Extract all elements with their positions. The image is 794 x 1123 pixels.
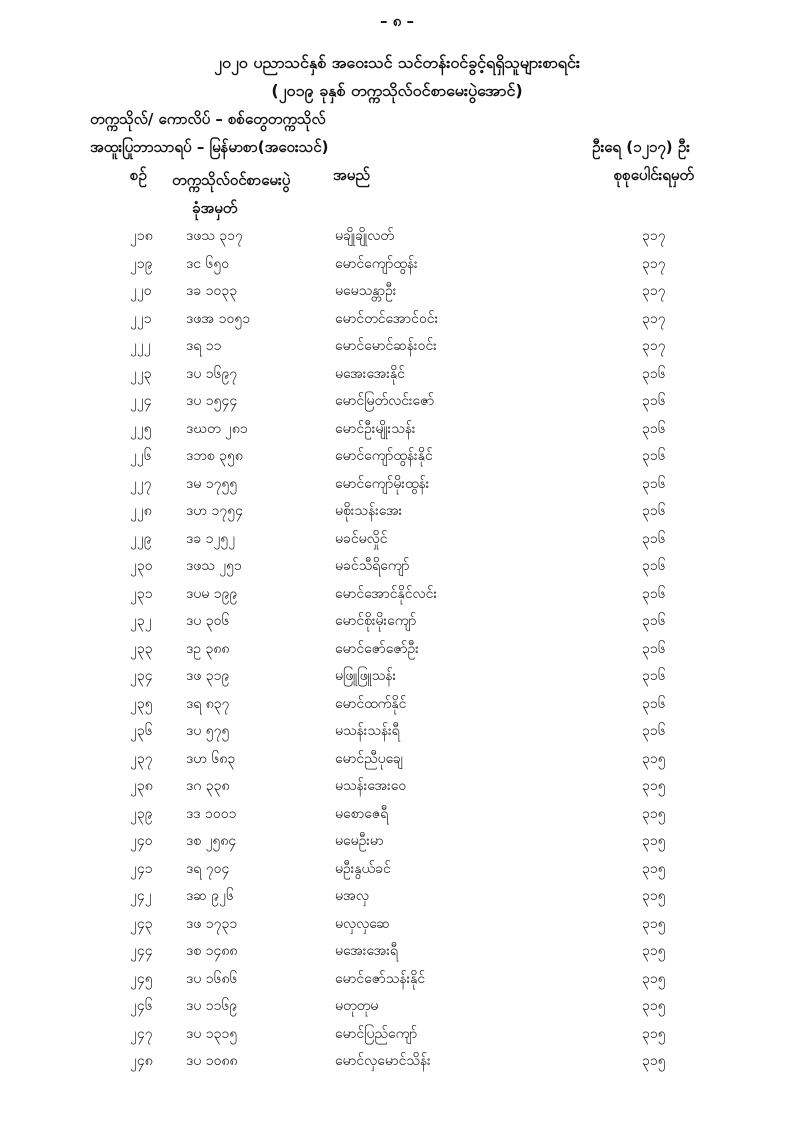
row-number: ၂၂၇: [130, 475, 152, 492]
table-row: [0, 250, 794, 278]
total-marks: ၃၁၆: [642, 448, 666, 464]
total-marks: ၃၁၆: [642, 695, 666, 712]
student-name: မသန်းသန်းရီ: [335, 723, 400, 739]
row-number: ၂၄၁: [130, 860, 153, 877]
table-row: [0, 855, 794, 883]
roll-number: ဒပမ ၁၉၉: [186, 585, 238, 602]
total-marks: ၃၁၅: [642, 915, 666, 932]
row-number: ၂၂၁: [130, 310, 152, 327]
roll-number: ဒရ ၈၃၇: [186, 695, 230, 712]
row-number: ၂၁၉: [130, 255, 153, 272]
student-name: မဦးနွယ်ခင်: [335, 860, 391, 877]
student-name: မောင်မောင်ဆန်းဝင်း: [335, 338, 437, 354]
total-marks: ၃၁၆: [642, 613, 666, 629]
row-number: ၂၃၃: [130, 640, 153, 657]
roll-number: ဒပ ၃၀၆: [186, 613, 230, 629]
total-marks: ၃၁၆: [642, 530, 666, 547]
total-marks: ၃၁၆: [642, 420, 666, 437]
roll-number: ဒဘစ ၃၅၈: [186, 448, 243, 464]
row-number: ၂၄၄: [130, 943, 153, 959]
roll-number: ဒရ ၁၁: [186, 338, 222, 354]
table-row: [0, 937, 794, 965]
student-name: မောင်ကျော်ထွန်းနိုင်: [335, 448, 433, 464]
student-name: မမေဦးမာ: [335, 833, 384, 849]
student-name: မောင်ကျော်မိုးထွန်း: [335, 475, 430, 492]
row-number: ၂၃၂: [130, 613, 152, 629]
table-row: [0, 635, 794, 663]
total-marks: ၃၁၇: [642, 283, 666, 299]
row-number: ၂၂၅: [130, 420, 152, 437]
row-number: ၂၁၈: [130, 228, 153, 244]
table-row: [0, 470, 794, 498]
row-number: ၂၂၀: [130, 283, 152, 299]
column-header-marks: စုစုပေါင်းရမှတ်: [613, 166, 694, 184]
total-marks: ၃၁၆: [642, 668, 666, 684]
total-marks: ၃၁၇: [642, 228, 666, 244]
column-header-roll-line2: ခုံအမှတ်: [192, 199, 238, 217]
table-row: [0, 305, 794, 333]
student-name: မအလှ: [335, 888, 369, 904]
student-name: မသန်းအေးဝေ: [335, 778, 407, 794]
document-subtitle: (၂၀၁၉ ခုနှစ် တက္ကသိုလ်ဝင်စာမေးပွဲအောင်): [271, 81, 523, 100]
total-marks: ၃၁၆: [642, 503, 666, 519]
roll-number: ဒဖ ၃၁၉: [186, 668, 230, 684]
total-marks: ၃၁၆: [642, 558, 666, 574]
table-row: [0, 497, 794, 525]
row-number: ၂၂၃: [130, 365, 152, 382]
row-number: ၂၃၀: [130, 558, 153, 574]
column-header-no: စဉ်: [130, 166, 147, 184]
table-row: [0, 332, 794, 360]
subject-line: အထူးပြုဘာသာရပ် – မြန်မာစာ(အဝေးသင်): [90, 138, 329, 156]
row-number: ၂၃၇: [130, 750, 153, 767]
total-marks: ၃၁၆: [642, 475, 666, 492]
total-marks: ၃၁၇: [642, 310, 666, 327]
student-name: မောင်ညီပုချေ: [335, 750, 403, 767]
total-marks: ၃၁၅: [642, 888, 666, 904]
roll-number: ဒဖအ ၁၀၅၁: [186, 310, 251, 327]
table-row: [0, 772, 794, 800]
row-number: ၂၄၃: [130, 915, 153, 932]
student-name: မအေးအေးနိုင်: [335, 365, 405, 382]
total-marks: ၃၁၅: [642, 998, 666, 1014]
roll-number: ဒခ ၁၂၅၂: [186, 530, 236, 547]
roll-number: ဒပ ၁၅၄၄: [186, 393, 238, 409]
roll-number: ဒဖသ ၃၁၇: [186, 228, 243, 244]
row-number: ၂၂၂: [130, 338, 151, 354]
roll-number: ဒပ ၁၀၈၈: [186, 1053, 238, 1069]
roll-number: ဒပ ၁၆၉၇: [186, 365, 238, 382]
table-row: [0, 827, 794, 855]
row-number: ၂၂၆: [130, 448, 152, 464]
table-row: [0, 415, 794, 443]
row-number: ၂၂၉: [130, 530, 152, 547]
total-marks: ၃၁၅: [642, 833, 666, 849]
roll-number: ဒဥ ၃၈၈: [186, 640, 230, 657]
roll-number: ဒစ ၂၅၈၄: [186, 833, 237, 849]
total-marks: ၃၁၆: [642, 585, 666, 602]
roll-number: ဒပ ၅၇၅: [186, 723, 230, 739]
student-name: မမေသန္တာဦး: [335, 283, 397, 299]
student-name: မောင်အောင်နိုင်လင်း: [335, 585, 437, 602]
roll-number: ဒဃတ ၂၈၁: [186, 420, 248, 437]
student-name: မောင်တင်အောင်ဝင်း: [335, 310, 439, 327]
student-name: မခင်မလှိုင်: [335, 530, 388, 547]
roll-number: ဒပ ၁၁၆၉: [186, 998, 238, 1014]
student-name: မချိုချိုလတ်: [335, 228, 394, 244]
table-row: [0, 965, 794, 993]
table-row: [0, 882, 794, 910]
roll-number: ဒစ ၁၄၈၈: [186, 943, 238, 959]
total-marks: ၃၁၇: [642, 338, 666, 354]
table-row: [0, 1047, 794, 1075]
roll-number: ဒမ ၁၇၅၅: [186, 475, 238, 492]
table-row: [0, 222, 794, 250]
table-row: [0, 552, 794, 580]
student-name: မဖြူဖြူသန်း: [335, 668, 397, 684]
roll-number: ဒင ၆၅၀: [186, 255, 230, 272]
total-marks: ၃၁၅: [642, 860, 666, 877]
table-row: [0, 992, 794, 1020]
student-name: မောင်ပြည်ကျော်: [335, 1025, 418, 1042]
total-marks: ၃၁၅: [642, 943, 666, 959]
student-name: မလှလှဆေ: [335, 915, 390, 932]
results-list: [0, 222, 794, 1075]
total-marks: ၃၁၇: [642, 255, 666, 272]
roll-number: ဒဖသ ၂၅၁: [186, 558, 242, 574]
total-count-label: ဦးရေ (၁၂၁၇) ဦး: [592, 138, 690, 156]
table-row: [0, 910, 794, 938]
row-number: ၂၄၈: [130, 1053, 153, 1069]
table-row: [0, 690, 794, 718]
table-row: [0, 607, 794, 635]
roll-number: ဒဂ ၃၃၈: [186, 778, 230, 794]
table-row: [0, 800, 794, 828]
university-line: တက္ကသိုလ်/ ကောလိပ် – စစ်တွေတက္ကသိုလ်: [90, 110, 326, 128]
column-header-roll-line1: တက္ကသိုလ်ဝင်စာမေးပွဲ: [172, 171, 291, 189]
table-row: [0, 745, 794, 773]
roll-number: ဒဒ ၁၀၀၁: [186, 805, 237, 822]
roll-number: ဒဖ ၁၇၃၁: [186, 915, 238, 932]
roll-number: ဒဆ ၉၂၆: [186, 888, 234, 904]
student-name: မခင်သီရိကျော်: [335, 558, 410, 574]
student-name: မစိုးသန်းအေး: [335, 503, 403, 519]
table-row: [0, 1020, 794, 1048]
row-number: ၂၄၇: [130, 1025, 153, 1042]
row-number: ၂၃၈: [130, 778, 153, 794]
total-marks: ၃၁၆: [642, 393, 666, 409]
row-number: ၂၄၆: [130, 998, 153, 1014]
total-marks: ၃၁၆: [642, 365, 666, 382]
total-marks: ၃၁၅: [642, 805, 666, 822]
table-row: [0, 580, 794, 608]
student-name: မတုတုမ: [335, 998, 379, 1014]
document-title: ၂၀၂၀ ပညာသင်နှစ် အဝေးသင် သင်တန်းဝင်ခွင့်ရရှိသူများစာရင်း: [214, 53, 580, 72]
table-row: [0, 442, 794, 470]
row-number: ၂၂၈: [130, 503, 152, 519]
table-row: [0, 717, 794, 745]
total-marks: ၃၁၅: [642, 1053, 666, 1069]
table-row: [0, 360, 794, 388]
row-number: ၂၃၄: [130, 668, 153, 684]
student-name: မောင်ကျော်ထွန်း: [335, 255, 418, 272]
column-header-name: အမည်: [333, 166, 370, 184]
student-name: မအေးအေးရီ: [335, 943, 398, 959]
roll-number: ဒဟ ၆၈၃: [186, 750, 236, 767]
page-number: – ၈ –: [379, 12, 414, 30]
row-number: ၂၃၉: [130, 805, 153, 822]
total-marks: ၃၁၆: [642, 640, 666, 657]
total-marks: ၃၁၅: [642, 778, 666, 794]
roll-number: ဒရ ၇၀၄: [186, 860, 230, 877]
student-name: မောင်ထက်နိုင်: [335, 695, 407, 712]
student-name: မောင်စိုးမိုးကျော်: [335, 613, 417, 629]
total-marks: ၃၁၅: [642, 1025, 666, 1042]
column-header-roll: [172, 166, 290, 222]
roll-number: ဒဟ ၁၇၅၄: [186, 503, 243, 519]
student-name: မောင်မြတ်လင်းဇော်: [335, 393, 435, 409]
total-marks: ၃၁၅: [642, 970, 666, 987]
row-number: ၂၃၁: [130, 585, 153, 602]
student-name: မစောဇေရီ: [335, 805, 389, 822]
roll-number: ဒပ ၁၃၁၅: [186, 1025, 238, 1042]
row-number: ၂၄၀: [130, 833, 153, 849]
student-name: မောင်ဦးမျိုးသန်း: [335, 420, 416, 437]
row-number: ၂၄၅: [130, 970, 153, 987]
table-row: [0, 387, 794, 415]
row-number: ၂၃၅: [130, 695, 153, 712]
row-number: ၂၄၂: [130, 888, 152, 904]
table-row: [0, 525, 794, 553]
student-name: မောင်ဇော်ဇော်ဦး: [335, 640, 419, 657]
roll-number: ဒခ ၁၀၃၃: [186, 283, 238, 299]
total-marks: ၃၁၅: [642, 750, 666, 767]
row-number: ၂၃၆: [130, 723, 153, 739]
student-name: မောင်လှမောင်သိန်း: [335, 1053, 431, 1069]
student-name: မောင်ဇော်သန်းနိုင်: [335, 970, 426, 987]
roll-number: ဒပ ၁၆၈၆: [186, 970, 238, 987]
table-row: [0, 277, 794, 305]
total-marks: ၃၁၆: [642, 723, 666, 739]
row-number: ၂၂၄: [130, 393, 152, 409]
table-row: [0, 662, 794, 690]
